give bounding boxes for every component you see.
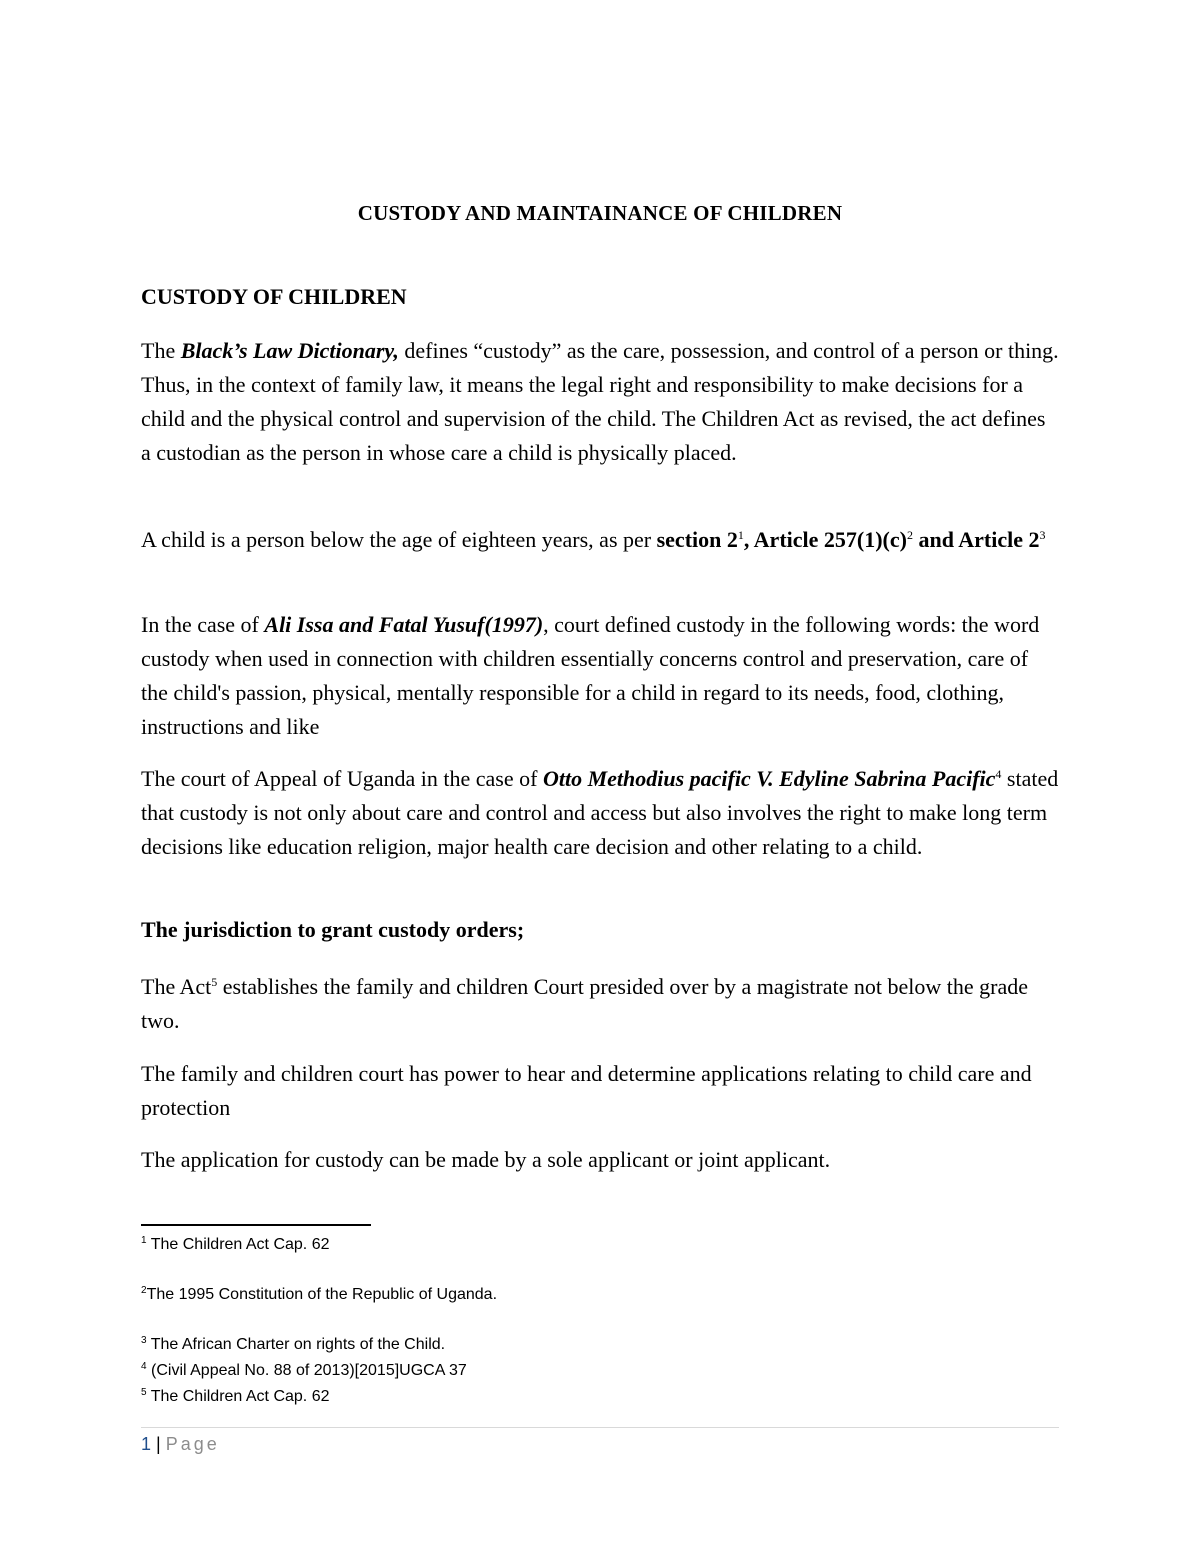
- footer-separator: [141, 1427, 1059, 1428]
- paragraph-court-power: The family and children court has power to hear and determine applications relating to child care and protection: [141, 1061, 1032, 1120]
- footnote-ref-2[interactable]: 2: [906, 528, 913, 542]
- footnote-ref-1[interactable]: 1: [737, 528, 744, 542]
- footnote-ref-3[interactable]: 3: [1039, 528, 1046, 542]
- paragraph-ali-issa-case: [141, 608, 1059, 744]
- footnote-2: [141, 1286, 497, 1304]
- footnote-number: 1: [141, 1235, 147, 1246]
- text-run: In the case of: [141, 612, 265, 637]
- footnote-text: The Children Act Cap. 62: [146, 1388, 330, 1405]
- text-run: The court of Appeal of Uganda in the case of: [141, 766, 543, 791]
- footnote-1: [141, 1236, 329, 1254]
- footnote-separator: [141, 1224, 371, 1226]
- footnote-number: 4: [141, 1361, 147, 1372]
- section-heading-custody: CUSTODY OF CHILDREN: [141, 284, 407, 309]
- footnote-text: The African Charter on rights of the Child.: [146, 1336, 446, 1353]
- page-number: 1: [141, 1434, 152, 1454]
- page-footer: [141, 1434, 220, 1455]
- footnote-4: [141, 1362, 467, 1380]
- blacks-law-dictionary: Black’s Law Dictionary,: [180, 338, 399, 363]
- paragraph-child-definition: [141, 523, 1059, 557]
- paragraph-application: The application for custody can be made by a sole applicant or joint applicant.: [141, 1147, 831, 1172]
- footnote-number: 2: [141, 1285, 147, 1296]
- text-run: A child is a person below the age of eighteen years, as per: [141, 527, 657, 552]
- text-run: establishes the family and children Court presided over by a magistrate not below the grade two.: [141, 974, 1028, 1033]
- paragraph-otto-case: [141, 762, 1059, 864]
- text-run: The Act: [141, 974, 212, 999]
- page-label: Page: [165, 1434, 220, 1454]
- article-2-reference: and Article 2: [912, 527, 1040, 552]
- paragraph-definition: [141, 334, 1059, 470]
- article-257-reference: , Article 257(1)(c): [743, 527, 907, 552]
- footnote-text: The 1995 Constitution of the Republic of Uganda.: [146, 1286, 498, 1303]
- section-2-reference: section 2: [656, 527, 738, 552]
- paragraph-act-court: [141, 970, 1059, 1038]
- footnote-text: (Civil Appeal No. 88 of 2013)[2015]UGCA 37: [146, 1362, 467, 1379]
- footnote-5: [141, 1388, 329, 1406]
- section-heading-jurisdiction: The jurisdiction to grant custody orders;: [141, 917, 525, 942]
- text-run: The: [141, 338, 181, 363]
- footnote-ref-5[interactable]: 5: [211, 975, 218, 989]
- text-run: , court defined custody in the following words: the word custody when used in connection with children essentially concerns control and preservation, care of the child's passion, physical, mentally responsible for a child in regard to its needs, food, clothing, instructions and like: [141, 612, 1040, 739]
- footnote-number: 3: [141, 1335, 147, 1346]
- footnote-ref-4[interactable]: 4: [995, 767, 1002, 781]
- footer-separator-text: |: [151, 1434, 166, 1454]
- footnote-3: [141, 1336, 445, 1354]
- footnote-number: 5: [141, 1387, 147, 1398]
- case-name-ali-issa: Ali Issa and Fatal Yusuf(1997): [264, 612, 544, 637]
- document-title: CUSTODY AND MAINTAINANCE OF CHILDREN: [357, 201, 843, 225]
- text-run: stated that custody is not only about care and control and access but also involves the right to make long term decisions like education religion, major health care decision and other relating to a child.: [141, 766, 1059, 859]
- case-name-otto-methodius: Otto Methodius pacific V. Edyline Sabrina Pacific: [542, 766, 996, 791]
- footnote-text: The Children Act Cap. 62: [146, 1236, 330, 1253]
- text-run: defines “custody” as the care, possession, and control of a person or thing. Thus, in the context of family law, it means the legal right and responsibility to make decisions for a child and the physical control and supervision of the child. The Children Act as revised, the act defines a custodian as the person in whose care a child is physically placed.: [141, 338, 1059, 465]
